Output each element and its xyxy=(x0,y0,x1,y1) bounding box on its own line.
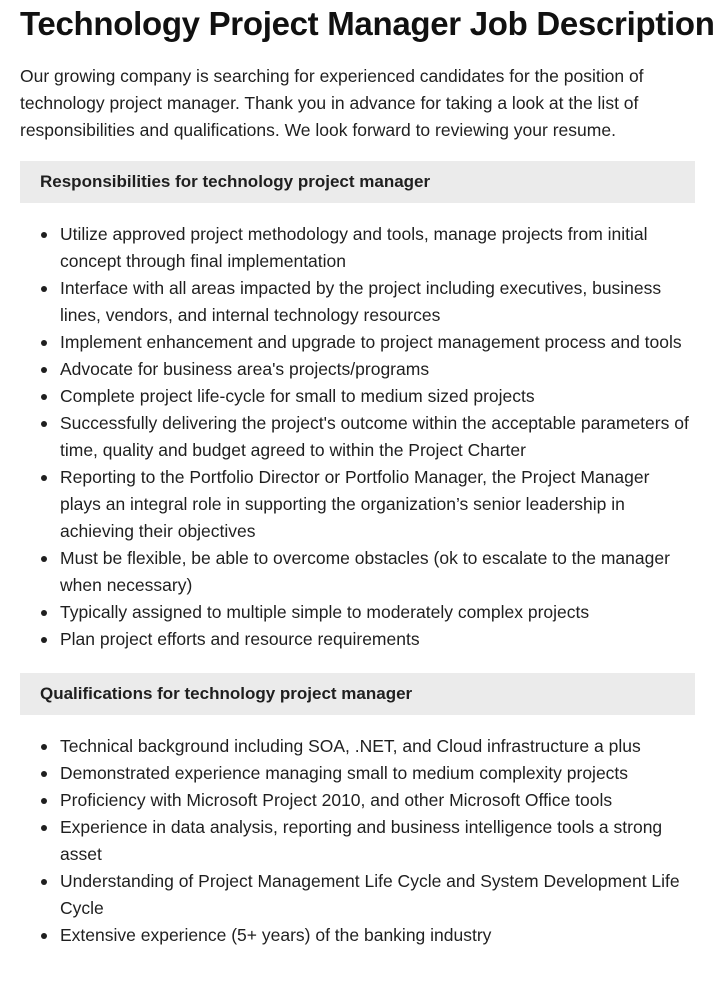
list-item xyxy=(60,922,695,949)
list-item-text: Implement enhancement and upgrade to project management process and tools xyxy=(60,332,682,352)
list-item-text: Plan project efforts and resource requirements xyxy=(60,629,420,649)
bullet-icon xyxy=(41,825,47,831)
responsibilities-list xyxy=(20,221,695,653)
bullet-icon xyxy=(41,771,47,777)
qualifications-heading: Qualifications for technology project manager xyxy=(20,673,695,715)
list-item-text: Must be flexible, be able to overcome obstacles (ok to escalate to the manager when necessary) xyxy=(60,548,670,595)
bullet-icon xyxy=(41,637,47,643)
bullet-icon xyxy=(41,340,47,346)
list-item xyxy=(60,760,695,787)
bullet-icon xyxy=(41,798,47,804)
list-item xyxy=(60,814,695,868)
bullet-icon xyxy=(41,744,47,750)
bullet-icon xyxy=(41,610,47,616)
list-item xyxy=(60,545,695,599)
bullet-icon xyxy=(41,879,47,885)
list-item-text: Proficiency with Microsoft Project 2010, and other Microsoft Office tools xyxy=(60,790,613,810)
list-item xyxy=(60,599,695,626)
bullet-icon xyxy=(41,933,47,939)
list-item-text: Reporting to the Portfolio Director or Portfolio Manager, the Project Manager plays an integral role in supporting the organization’s senior leadership in achieving their objectives xyxy=(60,467,650,541)
intro-paragraph: Our growing company is searching for experienced candidates for the position of technology project manager. Thank you in advance for taking a look at the list of responsibilities and qualifications. We look forward to reviewing your resume. xyxy=(20,66,644,140)
list-item-text: Typically assigned to multiple simple to moderately complex projects xyxy=(60,602,590,622)
bullet-icon xyxy=(41,367,47,373)
bullet-icon xyxy=(41,421,47,427)
list-item xyxy=(60,626,695,653)
qualifications-list xyxy=(20,733,695,949)
list-item-text: Interface with all areas impacted by the project including executives, business lines, vendors, and internal technology resources xyxy=(60,278,662,325)
list-item xyxy=(60,733,695,760)
list-item xyxy=(60,221,695,275)
list-item-text: Successfully delivering the project's outcome within the acceptable parameters of time, quality and budget agreed to within the Project Charter xyxy=(60,413,689,460)
list-item xyxy=(60,329,695,356)
bullet-icon xyxy=(41,286,47,292)
list-item-text: Utilize approved project methodology and tools, manage projects from initial concept through final implementation xyxy=(60,224,648,271)
list-item xyxy=(60,868,695,922)
list-item xyxy=(60,787,695,814)
list-item-text: Complete project life-cycle for small to medium sized projects xyxy=(60,386,535,406)
list-item-text: Advocate for business area's projects/programs xyxy=(60,359,430,379)
bullet-icon xyxy=(41,556,47,562)
bullet-icon xyxy=(41,475,47,481)
list-item xyxy=(60,464,695,545)
list-item-text: Demonstrated experience managing small to medium complexity projects xyxy=(60,763,629,783)
list-item xyxy=(60,410,695,464)
list-item xyxy=(60,275,695,329)
bullet-icon xyxy=(41,394,47,400)
list-item xyxy=(60,383,695,410)
list-item-text: Experience in data analysis, reporting and business intelligence tools a strong asset xyxy=(60,817,663,864)
responsibilities-heading: Responsibilities for technology project manager xyxy=(20,161,695,203)
bullet-icon xyxy=(41,232,47,238)
page-title: Technology Project Manager Job Description xyxy=(20,5,715,42)
list-item-text: Extensive experience (5+ years) of the banking industry xyxy=(60,925,492,945)
list-item-text: Understanding of Project Management Life Cycle and System Development Life Cycle xyxy=(60,871,680,918)
list-item xyxy=(60,356,695,383)
list-item-text: Technical background including SOA, .NET, and Cloud infrastructure a plus xyxy=(60,736,641,756)
